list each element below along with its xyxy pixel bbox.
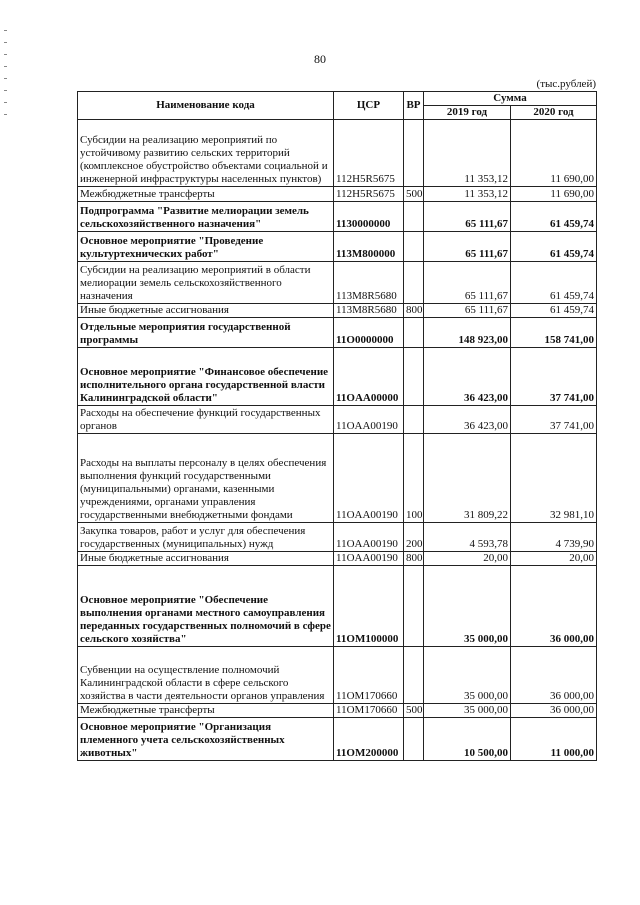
- header-name: Наименование кода: [78, 92, 334, 120]
- header-year-2019: 2019 год: [424, 106, 511, 120]
- row-name: Подпрограмма "Развитие мелиорации земель сельскохозяйственного назначения": [78, 202, 334, 232]
- row-value-2020: 37 741,00: [511, 406, 597, 434]
- row-value-2020: 36 000,00: [511, 704, 597, 718]
- row-csr: 11OM200000: [334, 718, 404, 761]
- row-csr: 112H5R5675: [334, 120, 404, 187]
- row-vr: 800: [404, 552, 424, 566]
- row-name: Закупка товаров, работ и услуг для обеспечения государственных (муниципальных) нужд: [78, 523, 334, 552]
- row-name: Межбюджетные трансферты: [78, 187, 334, 202]
- row-value-2020: 158 741,00: [511, 318, 597, 348]
- row-vr: [404, 718, 424, 761]
- row-csr: 113M8R5680: [334, 262, 404, 304]
- row-value-2019: 11 353,12: [424, 120, 511, 187]
- row-value-2019: 31 809,22: [424, 434, 511, 523]
- row-value-2020: 20,00: [511, 552, 597, 566]
- header-year-2020: 2020 год: [511, 106, 597, 120]
- row-name: Основное мероприятие "Финансовое обеспечение исполнительного органа государственной власти Калининградской области": [78, 348, 334, 406]
- row-name: Расходы на выплаты персоналу в целях обеспечения выполнения функций государственными (муниципальными) органами, казенными учреждениями, органами управления государственными внебюджетными фондами: [78, 434, 334, 523]
- row-vr: [404, 232, 424, 262]
- row-value-2019: 11 353,12: [424, 187, 511, 202]
- row-value-2019: 65 111,67: [424, 304, 511, 318]
- row-value-2020: 36 000,00: [511, 566, 597, 647]
- row-name: Субсидии на реализацию мероприятий по устойчивому развитию сельских территорий (комплексное обустройство объектами социальной и инженерной инфраструктуры населенных пунктов): [78, 120, 334, 187]
- table-row: [78, 523, 597, 552]
- row-vr: [404, 566, 424, 647]
- budget-table: [77, 91, 597, 761]
- row-value-2019: 4 593,78: [424, 523, 511, 552]
- table-row: [78, 348, 597, 406]
- row-value-2019: 35 000,00: [424, 704, 511, 718]
- table-row: [78, 406, 597, 434]
- row-value-2020: 4 739,90: [511, 523, 597, 552]
- row-value-2020: 61 459,74: [511, 304, 597, 318]
- row-vr: 500: [404, 704, 424, 718]
- row-name: Расходы на обеспечение функций государственных органов: [78, 406, 334, 434]
- row-vr: 500: [404, 187, 424, 202]
- row-value-2020: 11 690,00: [511, 187, 597, 202]
- row-name: Отдельные мероприятия государственной программы: [78, 318, 334, 348]
- row-value-2019: 148 923,00: [424, 318, 511, 348]
- page-number: 80: [314, 52, 326, 66]
- row-csr: 112H5R5675: [334, 187, 404, 202]
- row-value-2019: 36 423,00: [424, 348, 511, 406]
- units-label: (тыс.рублей): [536, 78, 596, 90]
- row-value-2020: 36 000,00: [511, 647, 597, 704]
- row-vr: [404, 318, 424, 348]
- row-name: Основное мероприятие "Обеспечение выполнения органами местного самоуправления переданных государственных полномочий в сфере сельского хозяйства": [78, 566, 334, 647]
- table-row: [78, 566, 597, 647]
- row-vr: 800: [404, 304, 424, 318]
- table-row: [78, 232, 597, 262]
- row-csr: 11OAA00190: [334, 552, 404, 566]
- row-vr: [404, 120, 424, 187]
- row-value-2019: 36 423,00: [424, 406, 511, 434]
- table-row: [78, 304, 597, 318]
- table-row: [78, 647, 597, 704]
- row-name: Иные бюджетные ассигнования: [78, 552, 334, 566]
- header-csr: ЦСР: [334, 92, 404, 120]
- row-value-2020: 61 459,74: [511, 262, 597, 304]
- row-csr: 11OAA00190: [334, 523, 404, 552]
- row-value-2020: 37 741,00: [511, 348, 597, 406]
- table-row: [78, 120, 597, 187]
- row-name: Основное мероприятие "Организация племенного учета сельскохозяйственных животных": [78, 718, 334, 761]
- row-csr: 11OAA00190: [334, 434, 404, 523]
- row-name: Субсидии на реализацию мероприятий в области мелиорации земель сельскохозяйственного назначения: [78, 262, 334, 304]
- row-value-2019: 20,00: [424, 552, 511, 566]
- header-vr: ВР: [404, 92, 424, 120]
- row-vr: [404, 406, 424, 434]
- row-csr: 113M8R5680: [334, 304, 404, 318]
- row-value-2020: 32 981,10: [511, 434, 597, 523]
- row-value-2019: 65 111,67: [424, 262, 511, 304]
- row-value-2020: 11 000,00: [511, 718, 597, 761]
- margin-scan-marks: [4, 30, 8, 130]
- row-name: Иные бюджетные ассигнования: [78, 304, 334, 318]
- table-row: [78, 318, 597, 348]
- table-row: [78, 202, 597, 232]
- row-csr: 11OAA00190: [334, 406, 404, 434]
- table-row: [78, 704, 597, 718]
- row-vr: 200: [404, 523, 424, 552]
- row-csr: 11OM170660: [334, 704, 404, 718]
- row-value-2019: 65 111,67: [424, 232, 511, 262]
- row-vr: 100: [404, 434, 424, 523]
- row-csr: 1130000000: [334, 202, 404, 232]
- row-value-2019: 65 111,67: [424, 202, 511, 232]
- row-value-2020: 61 459,74: [511, 232, 597, 262]
- table-row: [78, 718, 597, 761]
- row-csr: 11OAA00000: [334, 348, 404, 406]
- row-value-2019: 35 000,00: [424, 647, 511, 704]
- row-name: Субвенции на осуществление полномочий Калининградской области в сфере сельского хозяйства в части деятельности органов управления: [78, 647, 334, 704]
- table-row: [78, 552, 597, 566]
- row-value-2019: 35 000,00: [424, 566, 511, 647]
- row-value-2019: 10 500,00: [424, 718, 511, 761]
- table-row: [78, 262, 597, 304]
- header-sum: Сумма: [424, 92, 597, 106]
- row-value-2020: 61 459,74: [511, 202, 597, 232]
- row-vr: [404, 262, 424, 304]
- row-vr: [404, 348, 424, 406]
- table-row: [78, 187, 597, 202]
- row-csr: 113M800000: [334, 232, 404, 262]
- row-vr: [404, 202, 424, 232]
- row-vr: [404, 647, 424, 704]
- row-csr: 11OM100000: [334, 566, 404, 647]
- row-name: Основное мероприятие "Проведение культуртехнических работ": [78, 232, 334, 262]
- table-row: [78, 434, 597, 523]
- row-csr: 11O0000000: [334, 318, 404, 348]
- row-csr: 11OM170660: [334, 647, 404, 704]
- row-value-2020: 11 690,00: [511, 120, 597, 187]
- row-name: Межбюджетные трансферты: [78, 704, 334, 718]
